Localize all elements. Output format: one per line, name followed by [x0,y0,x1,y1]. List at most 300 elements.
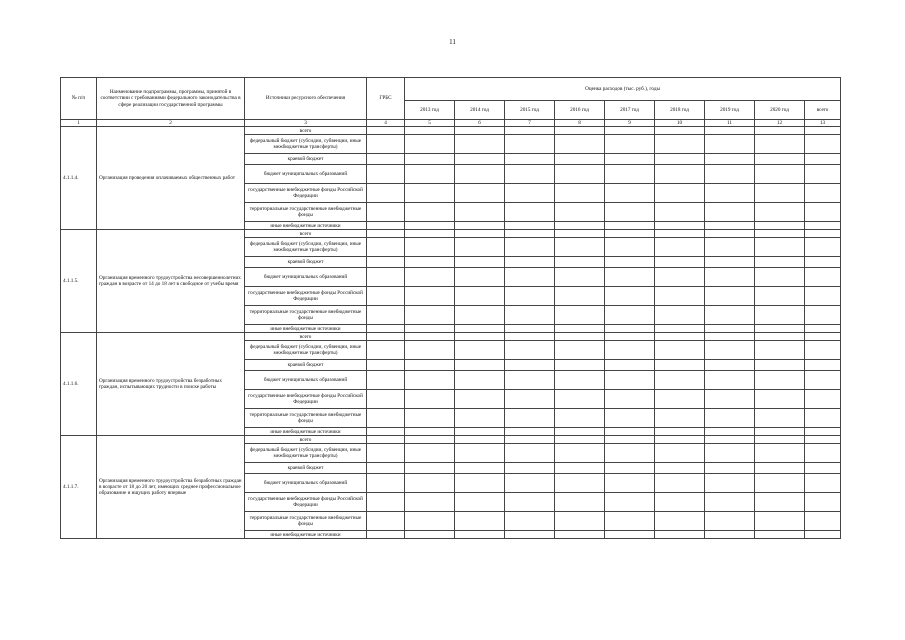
value-cell [555,268,605,287]
value-cell [605,474,655,493]
value-cell [405,428,455,436]
value-cell [455,135,505,154]
value-cell [805,444,841,463]
header-year: 2018 год [655,101,705,120]
value-cell [605,203,655,222]
value-cell [505,390,555,409]
value-cell [405,230,455,238]
value-cell [555,474,605,493]
value-cell [367,203,405,222]
value-cell [455,306,505,325]
value-cell [655,360,705,371]
value-cell [805,333,841,341]
value-cell [405,154,455,165]
value-cell [705,531,755,539]
value-cell [805,127,841,135]
value-cell [655,257,705,268]
column-number: 6 [455,120,505,127]
value-cell [455,222,505,230]
funding-source: государственные внебюджетные фонды Российской Федерации [245,390,367,409]
value-cell [505,135,555,154]
value-cell [755,428,805,436]
value-cell [555,203,605,222]
value-cell [755,474,805,493]
value-cell [505,333,555,341]
value-cell [455,360,505,371]
value-cell [655,325,705,333]
value-cell [705,306,755,325]
value-cell [805,268,841,287]
value-cell [455,493,505,512]
value-cell [605,306,655,325]
value-cell [705,428,755,436]
value-cell [755,203,805,222]
funding-source: федеральный бюджет (субсидии, субвенции, иные межбюджетные трансферты) [245,444,367,463]
value-cell [405,371,455,390]
column-number: 1 [61,120,97,127]
header-year: 2016 год [555,101,605,120]
value-cell [555,428,605,436]
value-cell [705,444,755,463]
value-cell [455,268,505,287]
value-cell [505,531,555,539]
value-cell [367,390,405,409]
funding-source: территориальные государственные внебюджетные фонды [245,306,367,325]
value-cell [367,512,405,531]
value-cell [405,463,455,474]
value-cell [555,371,605,390]
header-grbs: ГРБС [367,78,405,120]
value-cell [805,428,841,436]
value-cell [555,333,605,341]
value-cell [455,154,505,165]
column-number: 12 [755,120,805,127]
value-cell [405,512,455,531]
value-cell [405,341,455,360]
value-cell [455,531,505,539]
value-cell [605,341,655,360]
value-cell [655,436,705,444]
header-year: 2014 год [455,101,505,120]
value-cell [405,360,455,371]
funding-source: иные внебюджетные источники [245,428,367,436]
value-cell [605,287,655,306]
header-year: 2017 год [605,101,655,120]
funding-source: федеральный бюджет (субсидии, субвенции, иные межбюджетные трансферты) [245,341,367,360]
value-cell [705,165,755,184]
value-cell [655,371,705,390]
value-cell [555,341,605,360]
value-cell [655,154,705,165]
column-number: 9 [605,120,655,127]
column-number-row [61,120,841,127]
table-row [61,127,841,135]
value-cell [705,333,755,341]
table-row [61,436,841,444]
value-cell [755,341,805,360]
value-cell [505,257,555,268]
value-cell [555,390,605,409]
funding-source: краевой бюджет [245,257,367,268]
value-cell [755,230,805,238]
value-cell [755,287,805,306]
value-cell [655,341,705,360]
value-cell [455,436,505,444]
value-cell [367,428,405,436]
value-cell [605,390,655,409]
value-cell [405,184,455,203]
value-cell [805,341,841,360]
value-cell [505,474,555,493]
value-cell [605,257,655,268]
value-cell [655,428,705,436]
value-cell [555,360,605,371]
value-cell [555,165,605,184]
header-year: 2020 год [755,101,805,120]
value-cell [805,474,841,493]
value-cell [555,512,605,531]
value-cell [505,360,555,371]
value-cell [405,409,455,428]
value-cell [367,463,405,474]
column-number: 7 [505,120,555,127]
value-cell [655,409,705,428]
value-cell [705,230,755,238]
funding-source: территориальные государственные внебюджетные фонды [245,203,367,222]
value-cell [605,493,655,512]
header-row [61,78,841,101]
value-cell [455,333,505,341]
funding-source: бюджет муниципальных образований [245,268,367,287]
value-cell [755,463,805,474]
value-cell [555,154,605,165]
value-cell [367,474,405,493]
column-number: 4 [367,120,405,127]
value-cell [705,493,755,512]
value-cell [655,203,705,222]
value-cell [367,127,405,135]
value-cell [405,436,455,444]
value-cell [805,230,841,238]
value-cell [367,306,405,325]
column-number: 11 [705,120,755,127]
value-cell [705,325,755,333]
value-cell [367,360,405,371]
funding-source: территориальные государственные внебюджетные фонды [245,512,367,531]
value-cell [605,512,655,531]
value-cell [755,333,805,341]
value-cell [605,154,655,165]
value-cell [505,512,555,531]
funding-source: территориальные государственные внебюджетные фонды [245,409,367,428]
value-cell [505,184,555,203]
value-cell [805,306,841,325]
section-name: Организация временного трудоустройства несовершеннолетних граждан в возрасте от 14 до 18 лет в свободное от учебы время [97,230,245,333]
value-cell [505,203,555,222]
value-cell [655,306,705,325]
value-cell [705,268,755,287]
value-cell [455,428,505,436]
value-cell [805,165,841,184]
value-cell [555,287,605,306]
column-number: 2 [97,120,245,127]
value-cell [405,268,455,287]
value-cell [655,127,705,135]
header-year: 2013 год [405,101,455,120]
value-cell [805,135,841,154]
value-cell [755,512,805,531]
value-cell [655,222,705,230]
value-cell [367,238,405,257]
value-cell [367,333,405,341]
value-cell [755,390,805,409]
value-cell [555,257,605,268]
value-cell [505,287,555,306]
value-cell [505,463,555,474]
value-cell [505,325,555,333]
value-cell [605,135,655,154]
value-cell [505,493,555,512]
value-cell [555,135,605,154]
value-cell [555,238,605,257]
value-cell [755,222,805,230]
header-year: 2015 год [505,101,555,120]
value-cell [755,306,805,325]
value-cell [805,360,841,371]
funding-source: бюджет муниципальных образований [245,371,367,390]
value-cell [555,493,605,512]
value-cell [455,474,505,493]
value-cell [605,230,655,238]
value-cell [555,222,605,230]
value-cell [655,493,705,512]
section-name: Организация проведения оплачиваемых общественных работ [97,127,245,230]
value-cell [705,371,755,390]
section-code: 4.1.1.4. [61,127,97,230]
value-cell [805,493,841,512]
value-cell [455,287,505,306]
section-code: 4.1.1.7. [61,436,97,539]
value-cell [655,238,705,257]
value-cell [805,390,841,409]
value-cell [555,531,605,539]
funding-source: краевой бюджет [245,463,367,474]
value-cell [455,257,505,268]
value-cell [555,436,605,444]
value-cell [367,184,405,203]
value-cell [405,325,455,333]
header-year: 2019 год [705,101,755,120]
value-cell [405,287,455,306]
value-cell [705,390,755,409]
funding-source: всего [245,230,367,238]
value-cell [655,474,705,493]
value-cell [605,360,655,371]
value-cell [505,127,555,135]
value-cell [455,463,505,474]
value-cell [605,444,655,463]
header-name: Наименование подпрограммы, программы, принятой в соответствии с требованиями федерального законодательства в сфере реализации государственной программы [97,78,245,120]
value-cell [705,512,755,531]
value-cell [405,474,455,493]
value-cell [367,135,405,154]
value-cell [655,230,705,238]
value-cell [605,463,655,474]
table-row [61,333,841,341]
value-cell [655,390,705,409]
value-cell [605,268,655,287]
value-cell [605,127,655,135]
value-cell [367,444,405,463]
section-code: 4.1.1.6. [61,333,97,436]
value-cell [455,127,505,135]
value-cell [505,341,555,360]
value-cell [705,287,755,306]
value-cell [405,238,455,257]
funding-source: государственные внебюджетные фонды Российской Федерации [245,184,367,203]
value-cell [805,325,841,333]
value-cell [705,409,755,428]
value-cell [455,390,505,409]
value-cell [405,444,455,463]
value-cell [455,444,505,463]
funding-source: иные внебюджетные источники [245,325,367,333]
header-year-total: всего [805,101,841,120]
value-cell [367,230,405,238]
value-cell [505,222,555,230]
value-cell [605,325,655,333]
value-cell [405,222,455,230]
value-cell [655,512,705,531]
value-cell [505,428,555,436]
value-cell [655,444,705,463]
value-cell [367,371,405,390]
value-cell [655,463,705,474]
value-cell [555,444,605,463]
value-cell [655,287,705,306]
value-cell [705,135,755,154]
column-number: 10 [655,120,705,127]
value-cell [805,371,841,390]
funding-source: краевой бюджет [245,154,367,165]
value-cell [405,390,455,409]
funding-source: всего [245,436,367,444]
value-cell [367,493,405,512]
budget-table [60,77,841,539]
value-cell [455,325,505,333]
value-cell [755,127,805,135]
funding-source: всего [245,127,367,135]
value-cell [605,409,655,428]
value-cell [755,531,805,539]
value-cell [705,360,755,371]
value-cell [605,165,655,184]
value-cell [367,268,405,287]
value-cell [705,203,755,222]
value-cell [505,165,555,184]
value-cell [705,463,755,474]
value-cell [505,154,555,165]
value-cell [655,135,705,154]
column-number: 3 [245,120,367,127]
value-cell [705,184,755,203]
value-cell [705,257,755,268]
value-cell [805,512,841,531]
value-cell [367,287,405,306]
value-cell [555,127,605,135]
value-cell [405,531,455,539]
value-cell [705,341,755,360]
funding-source: бюджет муниципальных образований [245,165,367,184]
funding-source: иные внебюджетные источники [245,222,367,230]
funding-source: всего [245,333,367,341]
value-cell [755,268,805,287]
value-cell [405,257,455,268]
value-cell [605,222,655,230]
value-cell [655,184,705,203]
value-cell [755,325,805,333]
column-number: 8 [555,120,605,127]
value-cell [455,371,505,390]
section-name: Организация временного трудоустройства безработных граждан в возрасте от 18 до 20 лет, имеющих среднее профессиональное образование и ищущих работу впервые [97,436,245,539]
value-cell [755,409,805,428]
value-cell [805,287,841,306]
value-cell [755,360,805,371]
funding-source: государственные внебюджетные фонды Российской Федерации [245,493,367,512]
value-cell [705,474,755,493]
funding-source: федеральный бюджет (субсидии, субвенции, иные межбюджетные трансферты) [245,238,367,257]
value-cell [655,531,705,539]
header-source: Источники ресурсного обеспечения [245,78,367,120]
value-cell [705,127,755,135]
value-cell [367,165,405,184]
funding-source: федеральный бюджет (субсидии, субвенции, иные межбюджетные трансферты) [245,135,367,154]
value-cell [455,184,505,203]
value-cell [367,341,405,360]
value-cell [555,409,605,428]
value-cell [367,257,405,268]
value-cell [405,135,455,154]
value-cell [405,203,455,222]
value-cell [755,238,805,257]
value-cell [367,409,405,428]
value-cell [655,333,705,341]
value-cell [505,306,555,325]
value-cell [605,371,655,390]
value-cell [705,238,755,257]
value-cell [455,409,505,428]
value-cell [455,165,505,184]
column-number: 13 [805,120,841,127]
value-cell [605,333,655,341]
value-cell [455,230,505,238]
funding-source: краевой бюджет [245,360,367,371]
section-name: Организация временного трудоустройства безработных граждан, испытывающих трудности в поиске работы [97,333,245,436]
value-cell [555,306,605,325]
value-cell [555,230,605,238]
value-cell [367,222,405,230]
value-cell [805,154,841,165]
funding-source: бюджет муниципальных образований [245,474,367,493]
value-cell [455,238,505,257]
value-cell [505,238,555,257]
value-cell [605,428,655,436]
header-estimate: Оценка расходов (тыс. руб.), годы [405,78,841,101]
value-cell [605,436,655,444]
value-cell [805,222,841,230]
value-cell [367,436,405,444]
value-cell [555,184,605,203]
